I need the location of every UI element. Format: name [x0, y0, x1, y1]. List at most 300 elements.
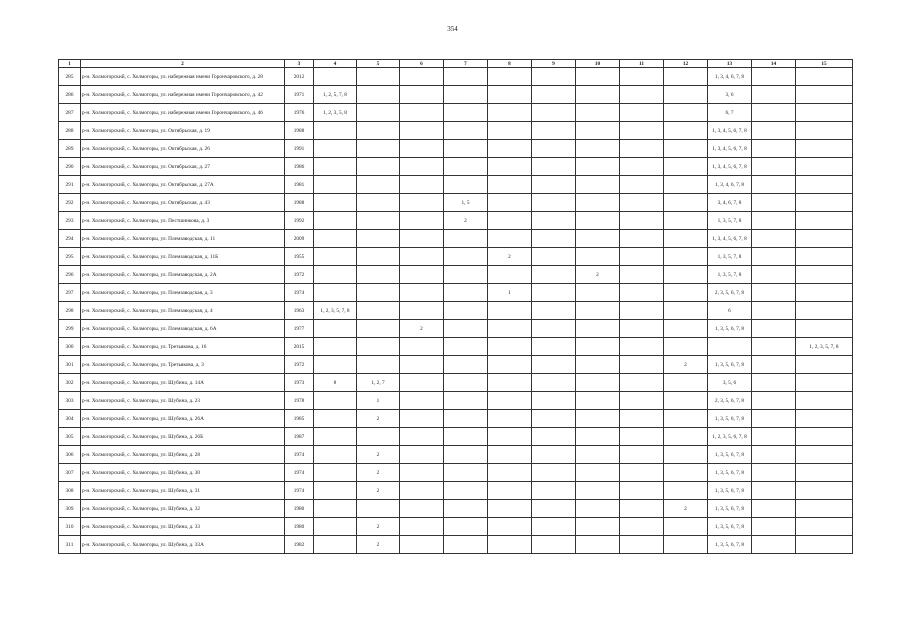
table-row: [59, 266, 853, 284]
table-cell-col-5: [357, 248, 400, 266]
table-cell-col-11: [620, 392, 664, 410]
column-header-5: 5: [357, 60, 400, 68]
table-cell-col-5: 1: [357, 392, 400, 410]
table-cell-col-13: 2, 3, 5, 6, 7, 8: [708, 284, 752, 302]
table-cell-col-12: [664, 320, 708, 338]
table-cell-col-4: [314, 194, 357, 212]
table-cell-col-9: [532, 86, 576, 104]
table-cell-col-15: [796, 500, 853, 518]
table-cell-col-12: [664, 464, 708, 482]
table-cell-col-7: [444, 518, 488, 536]
table-cell-col-6: [400, 518, 444, 536]
table-cell-col-12: [664, 194, 708, 212]
table-cell-col-14: [752, 212, 796, 230]
table-cell-col-4: [314, 338, 357, 356]
table-cell-col-3: 1991: [285, 140, 314, 158]
column-header-13: 13: [708, 60, 752, 68]
table-cell-col-1: 310: [59, 518, 81, 536]
table-cell-col-5: [357, 338, 400, 356]
page-number: 354: [447, 25, 458, 33]
table-cell-col-9: [532, 284, 576, 302]
table-cell-col-10: [576, 122, 620, 140]
table-cell-col-4: [314, 122, 357, 140]
table-cell-col-1: 288: [59, 122, 81, 140]
table-cell-col-11: [620, 374, 664, 392]
table-cell-col-7: 1, 5: [444, 194, 488, 212]
table-cell-col-10: [576, 230, 620, 248]
table-cell-col-11: [620, 158, 664, 176]
table-cell-col-7: [444, 230, 488, 248]
table-cell-col-14: [752, 68, 796, 86]
table-cell-col-13: 1, 3, 5, 7, 8: [708, 248, 752, 266]
column-header-1: 1: [59, 60, 81, 68]
table-cell-col-12: [664, 230, 708, 248]
table-cell-col-6: [400, 158, 444, 176]
table-cell-col-11: [620, 446, 664, 464]
table-cell-col-14: [752, 374, 796, 392]
table-cell-col-6: [400, 284, 444, 302]
table-cell-col-10: [576, 536, 620, 554]
column-header-10: 10: [576, 60, 620, 68]
table-cell-col-7: [444, 482, 488, 500]
table-cell-col-7: [444, 284, 488, 302]
table-cell-col-2: р-н. Холмогорский, с. Холмогоры, ул. Племзаводская, д. 6А: [81, 320, 285, 338]
table-cell-col-5: 2: [357, 410, 400, 428]
table-cell-col-5: [357, 284, 400, 302]
table-cell-col-6: [400, 140, 444, 158]
table-cell-col-2: р-н. Холмогорский, с. Холмогоры, ул. Шубина, д. 31: [81, 482, 285, 500]
table-cell-col-9: [532, 500, 576, 518]
table-cell-col-6: [400, 374, 444, 392]
table-cell-col-7: [444, 392, 488, 410]
table-cell-col-13: 1, 3, 4, 5, 6, 7, 8: [708, 140, 752, 158]
table-cell-col-1: 302: [59, 374, 81, 392]
table-cell-col-9: [532, 230, 576, 248]
table-cell-col-8: [488, 122, 532, 140]
table-cell-col-6: [400, 392, 444, 410]
table-cell-col-6: [400, 68, 444, 86]
table-cell-col-1: 308: [59, 482, 81, 500]
table-cell-col-11: [620, 536, 664, 554]
table-row: [59, 428, 853, 446]
table-cell-col-5: [357, 104, 400, 122]
table-cell-col-6: [400, 104, 444, 122]
table-cell-col-5: [357, 140, 400, 158]
table-cell-col-5: [357, 356, 400, 374]
table-cell-col-13: 3, 4, 6, 7, 8: [708, 194, 752, 212]
table-cell-col-11: [620, 104, 664, 122]
table-cell-col-15: [796, 302, 853, 320]
table-cell-col-14: [752, 194, 796, 212]
table-cell-col-7: [444, 356, 488, 374]
table-cell-col-1: 306: [59, 446, 81, 464]
table-cell-col-9: [532, 356, 576, 374]
table-cell-col-11: [620, 356, 664, 374]
table-cell-col-10: [576, 446, 620, 464]
table-row: [59, 518, 853, 536]
table-cell-col-1: 304: [59, 410, 81, 428]
table-cell-col-4: [314, 500, 357, 518]
table-cell-col-1: 285: [59, 68, 81, 86]
table-cell-col-6: [400, 302, 444, 320]
table-cell-col-8: 2: [488, 248, 532, 266]
table-cell-col-9: [532, 428, 576, 446]
table-row: [59, 410, 853, 428]
table-cell-col-15: [796, 428, 853, 446]
table-row: [59, 194, 853, 212]
table-cell-col-5: [357, 428, 400, 446]
table-cell-col-1: 311: [59, 536, 81, 554]
table-cell-col-12: [664, 374, 708, 392]
table-cell-col-8: [488, 428, 532, 446]
table-cell-col-2: р-н. Холмогорский, с. Холмогоры, ул. Племзаводская, д. 3: [81, 284, 285, 302]
table-cell-col-8: [488, 86, 532, 104]
table-cell-col-12: [664, 248, 708, 266]
table-cell-col-11: [620, 86, 664, 104]
table-cell-col-13: 1, 3, 5, 7, 8: [708, 266, 752, 284]
table-cell-col-6: 2: [400, 320, 444, 338]
table-cell-col-7: [444, 446, 488, 464]
table-cell-col-3: 1978: [285, 392, 314, 410]
table-cell-col-6: [400, 410, 444, 428]
table-cell-col-6: [400, 536, 444, 554]
table-cell-col-11: [620, 500, 664, 518]
table-cell-col-9: [532, 104, 576, 122]
table-cell-col-4: [314, 536, 357, 554]
table-cell-col-3: 1988: [285, 194, 314, 212]
table-cell-col-2: р-н. Холмогорский, с. Холмогоры, ул. Шубина, д. 30: [81, 464, 285, 482]
table-cell-col-5: [357, 86, 400, 104]
table-cell-col-5: 2: [357, 446, 400, 464]
table-cell-col-3: 1992: [285, 212, 314, 230]
table-cell-col-13: 1, 3, 4, 6, 7, 8: [708, 68, 752, 86]
table-cell-col-1: 301: [59, 356, 81, 374]
table-cell-col-2: р-н. Холмогорский, с. Холмогоры, ул. Шубина, д. 33А: [81, 536, 285, 554]
table-cell-col-10: [576, 284, 620, 302]
table-cell-col-11: [620, 230, 664, 248]
table-cell-col-10: [576, 410, 620, 428]
table-cell-col-11: [620, 122, 664, 140]
table-cell-col-6: [400, 356, 444, 374]
table-cell-col-1: 294: [59, 230, 81, 248]
table-cell-col-15: [796, 176, 853, 194]
table-cell-col-4: [314, 464, 357, 482]
table-cell-col-13: 1, 3, 5, 6, 7, 8: [708, 518, 752, 536]
table-cell-col-11: [620, 320, 664, 338]
table-cell-col-8: [488, 446, 532, 464]
table-body: [59, 68, 853, 554]
table-cell-col-1: 291: [59, 176, 81, 194]
table-cell-col-7: [444, 374, 488, 392]
table-cell-col-8: [488, 104, 532, 122]
table-cell-col-13: 1, 3, 5, 6, 7, 8: [708, 446, 752, 464]
table-row: [59, 140, 853, 158]
table-cell-col-3: 1985: [285, 410, 314, 428]
table-cell-col-3: 1988: [285, 122, 314, 140]
table-cell-col-2: р-н. Холмогорский, с. Холмогоры, ул. набережная имени Горончаровского, д. 42: [81, 86, 285, 104]
table-cell-col-12: [664, 536, 708, 554]
table-cell-col-11: [620, 518, 664, 536]
table-cell-col-10: [576, 104, 620, 122]
table-cell-col-10: 2: [576, 266, 620, 284]
header-row: [59, 60, 853, 68]
table-cell-col-13: 1, 3, 4, 5, 6, 7, 8: [708, 230, 752, 248]
table-cell-col-7: [444, 464, 488, 482]
table-cell-col-2: р-н. Холмогорский, с. Холмогоры, ул. Октябрьская, д. 43: [81, 194, 285, 212]
table-cell-col-9: [532, 320, 576, 338]
table-cell-col-15: [796, 374, 853, 392]
table-cell-col-7: 2: [444, 212, 488, 230]
table-cell-col-8: [488, 410, 532, 428]
table-cell-col-4: [314, 158, 357, 176]
table-cell-col-6: [400, 446, 444, 464]
table-cell-col-12: [664, 518, 708, 536]
table-cell-col-6: [400, 194, 444, 212]
table-cell-col-8: [488, 338, 532, 356]
table-cell-col-12: [664, 140, 708, 158]
table-cell-col-14: [752, 158, 796, 176]
table-cell-col-13: [708, 338, 752, 356]
table-row: [59, 356, 853, 374]
table-cell-col-11: [620, 266, 664, 284]
table-cell-col-3: 1982: [285, 536, 314, 554]
table-cell-col-1: 300: [59, 338, 81, 356]
table-cell-col-8: [488, 140, 532, 158]
table-row: [59, 158, 853, 176]
table-cell-col-7: [444, 428, 488, 446]
table-cell-col-10: [576, 356, 620, 374]
table-cell-col-15: [796, 482, 853, 500]
table-cell-col-5: [357, 176, 400, 194]
table-cell-col-8: [488, 392, 532, 410]
table-cell-col-5: [357, 194, 400, 212]
table-cell-col-7: [444, 320, 488, 338]
table-row: [59, 176, 853, 194]
table-cell-col-10: [576, 302, 620, 320]
table-cell-col-13: 1, 3, 5, 6, 7, 8: [708, 536, 752, 554]
table-cell-col-2: р-н. Холмогорский, с. Холмогоры, ул. набережная имени Горончаровского, д. 46: [81, 104, 285, 122]
table-cell-col-15: [796, 446, 853, 464]
table-cell-col-2: р-н. Холмогорский, с. Холмогоры, ул. Октябрьская, д. 27А: [81, 176, 285, 194]
table-cell-col-3: 1974: [285, 464, 314, 482]
table-cell-col-2: р-н. Холмогорский, с. Холмогоры, ул. Октябрьская, д. 27: [81, 158, 285, 176]
table-cell-col-14: [752, 500, 796, 518]
table-cell-col-3: 1972: [285, 266, 314, 284]
table-cell-col-8: [488, 356, 532, 374]
column-header-8: 8: [488, 60, 532, 68]
table-cell-col-7: [444, 104, 488, 122]
table-cell-col-15: [796, 194, 853, 212]
table-cell-col-1: 309: [59, 500, 81, 518]
table-cell-col-1: 298: [59, 302, 81, 320]
table-cell-col-7: [444, 410, 488, 428]
table-cell-col-10: [576, 500, 620, 518]
table-cell-col-2: р-н. Холмогорский, с. Холмогоры, ул. Племзаводская, д. 11Б: [81, 248, 285, 266]
table-cell-col-10: [576, 140, 620, 158]
table-cell-col-5: [357, 230, 400, 248]
table-cell-col-15: [796, 104, 853, 122]
table-cell-col-7: [444, 266, 488, 284]
table-cell-col-4: [314, 410, 357, 428]
table-row: [59, 248, 853, 266]
table-cell-col-4: [314, 176, 357, 194]
table-cell-col-15: 1, 2, 3, 5, 7, 8: [796, 338, 853, 356]
table-cell-col-12: [664, 68, 708, 86]
table-cell-col-12: [664, 410, 708, 428]
column-header-11: 11: [620, 60, 664, 68]
table-cell-col-3: 1972: [285, 356, 314, 374]
table-cell-col-13: 6: [708, 302, 752, 320]
table-cell-col-9: [532, 122, 576, 140]
table-cell-col-5: 2: [357, 536, 400, 554]
table-row: [59, 212, 853, 230]
table-cell-col-7: [444, 158, 488, 176]
table-cell-col-11: [620, 482, 664, 500]
table-cell-col-14: [752, 86, 796, 104]
table-cell-col-2: р-н. Холмогорский, с. Холмогоры, ул. Третьякова, д. 3: [81, 356, 285, 374]
table-cell-col-5: [357, 266, 400, 284]
table-cell-col-12: [664, 428, 708, 446]
table-cell-col-3: 1980: [285, 500, 314, 518]
table-cell-col-9: [532, 158, 576, 176]
table-cell-col-8: [488, 158, 532, 176]
table-row: [59, 464, 853, 482]
table-cell-col-3: 1973: [285, 374, 314, 392]
table-cell-col-1: 289: [59, 140, 81, 158]
table-cell-col-9: [532, 176, 576, 194]
table-cell-col-13: 6, 7: [708, 104, 752, 122]
table-cell-col-9: [532, 536, 576, 554]
table-cell-col-13: 1, 3, 4, 5, 6, 7, 8: [708, 158, 752, 176]
table-cell-col-10: [576, 158, 620, 176]
table-cell-col-2: р-н. Холмогорский, с. Холмогоры, ул. Шубина, д. 28: [81, 446, 285, 464]
table-cell-col-3: 1981: [285, 176, 314, 194]
table-cell-col-10: [576, 86, 620, 104]
table-row: [59, 338, 853, 356]
table-cell-col-4: [314, 446, 357, 464]
table-cell-col-1: 297: [59, 284, 81, 302]
table-cell-col-1: 287: [59, 104, 81, 122]
table-cell-col-7: [444, 338, 488, 356]
table-cell-col-1: 299: [59, 320, 81, 338]
table-cell-col-4: [314, 248, 357, 266]
table-cell-col-5: [357, 500, 400, 518]
table-row: [59, 320, 853, 338]
table-cell-col-4: [314, 482, 357, 500]
table-cell-col-11: [620, 338, 664, 356]
table-cell-col-8: [488, 500, 532, 518]
table-cell-col-4: [314, 392, 357, 410]
table-cell-col-11: [620, 68, 664, 86]
table-cell-col-3: 1976: [285, 104, 314, 122]
table-cell-col-5: [357, 158, 400, 176]
table-cell-col-8: [488, 230, 532, 248]
table-cell-col-11: [620, 428, 664, 446]
table-cell-col-2: р-н. Холмогорский, с. Холмогоры, ул. Шубина, д. 26Б: [81, 428, 285, 446]
table-cell-col-3: 1986: [285, 158, 314, 176]
table-cell-col-4: [314, 428, 357, 446]
table-cell-col-2: р-н. Холмогорский, с. Холмогоры, ул. Октябрьская, д. 26: [81, 140, 285, 158]
table-row: [59, 122, 853, 140]
column-header-3: 3: [285, 60, 314, 68]
table-cell-col-12: [664, 266, 708, 284]
table-cell-col-4: [314, 212, 357, 230]
table-cell-col-2: р-н. Холмогорский, с. Холмогоры, ул. Шубина, д. 14А: [81, 374, 285, 392]
table-cell-col-9: [532, 68, 576, 86]
table-cell-col-13: 2, 3, 5, 6, 7, 8: [708, 392, 752, 410]
table-cell-col-13: 3, 5, 6: [708, 374, 752, 392]
table-cell-col-13: 1, 3, 5, 6, 7, 8: [708, 320, 752, 338]
table-cell-col-8: 1: [488, 284, 532, 302]
table-cell-col-3: 1963: [285, 302, 314, 320]
table-cell-col-13: 1, 3, 5, 7, 8: [708, 212, 752, 230]
table-cell-col-6: [400, 500, 444, 518]
table-cell-col-3: 2012: [285, 68, 314, 86]
table-cell-col-9: [532, 194, 576, 212]
table-cell-col-15: [796, 464, 853, 482]
table-cell-col-14: [752, 410, 796, 428]
table-cell-col-10: [576, 482, 620, 500]
table-cell-col-5: [357, 320, 400, 338]
table-cell-col-3: 1955: [285, 248, 314, 266]
table-cell-col-7: [444, 68, 488, 86]
table-cell-col-8: [488, 320, 532, 338]
table-cell-col-12: [664, 302, 708, 320]
table-cell-col-14: [752, 392, 796, 410]
table-row: [59, 86, 853, 104]
table-cell-col-10: [576, 374, 620, 392]
table-cell-col-14: [752, 518, 796, 536]
table-cell-col-9: [532, 410, 576, 428]
table-cell-col-14: [752, 428, 796, 446]
table-cell-col-12: [664, 446, 708, 464]
table-cell-col-2: р-н. Холмогорский, с. Холмогоры, ул. Октябрьская, д. 19: [81, 122, 285, 140]
table-cell-col-3: 1977: [285, 320, 314, 338]
table-cell-col-13: 1, 2, 3, 5, 6, 7, 8: [708, 428, 752, 446]
table-cell-col-10: [576, 392, 620, 410]
table-cell-col-9: [532, 266, 576, 284]
table-cell-col-10: [576, 212, 620, 230]
table-cell-col-3: 1987: [285, 428, 314, 446]
table-cell-col-13: 1, 3, 4, 6, 7, 8: [708, 176, 752, 194]
table-cell-col-9: [532, 446, 576, 464]
register-table: [58, 59, 853, 554]
table-cell-col-5: 2: [357, 482, 400, 500]
table-cell-col-2: р-н. Холмогорский, с. Холмогоры, ул. Племзаводская, д. 4: [81, 302, 285, 320]
table-cell-col-6: [400, 248, 444, 266]
table-row: [59, 446, 853, 464]
table-cell-col-14: [752, 122, 796, 140]
table-cell-col-13: 1, 3, 5, 6, 7, 8: [708, 356, 752, 374]
table-cell-col-5: [357, 68, 400, 86]
table-cell-col-8: [488, 374, 532, 392]
table-cell-col-12: [664, 158, 708, 176]
table-cell-col-10: [576, 518, 620, 536]
table-cell-col-14: [752, 176, 796, 194]
table-cell-col-15: [796, 536, 853, 554]
column-header-7: 7: [444, 60, 488, 68]
table-cell-col-13: 1, 3, 4, 5, 6, 7, 8: [708, 122, 752, 140]
table-cell-col-12: [664, 176, 708, 194]
table-cell-col-14: [752, 356, 796, 374]
table-cell-col-4: [314, 140, 357, 158]
table-cell-col-8: [488, 302, 532, 320]
table-cell-col-10: [576, 194, 620, 212]
table-cell-col-8: [488, 464, 532, 482]
table-cell-col-6: [400, 338, 444, 356]
table-cell-col-8: [488, 482, 532, 500]
table-cell-col-7: [444, 302, 488, 320]
